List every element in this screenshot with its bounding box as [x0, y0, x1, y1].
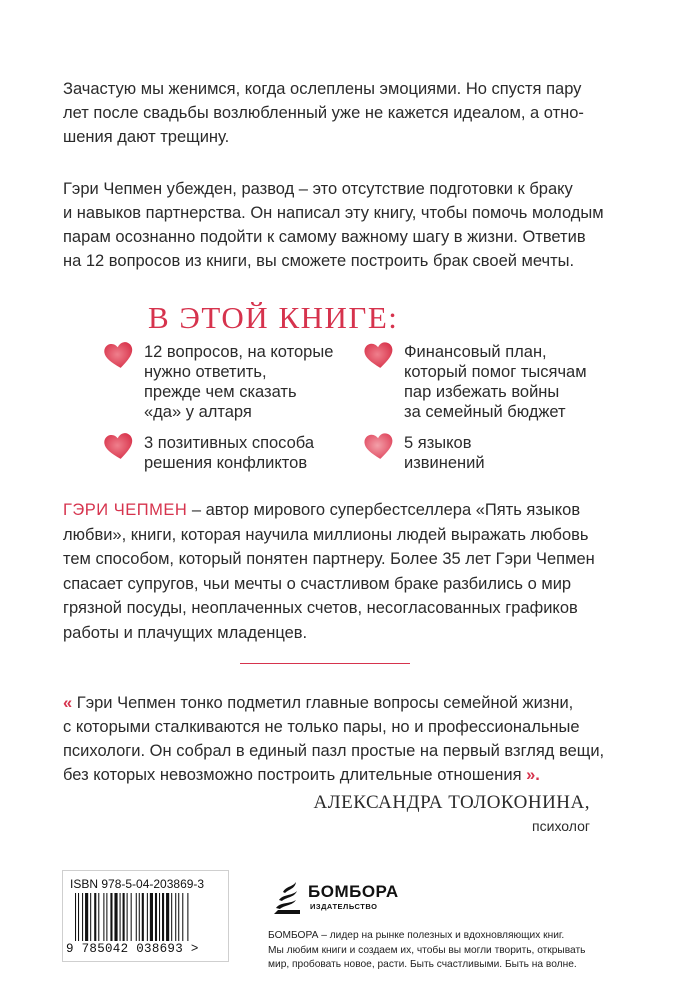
feature-text: Финансовый план, который помог тысячам пар избежать войны за семейный бюджет	[404, 343, 587, 421]
in-this-book-heading: В ЭТОЙ КНИГЕ:	[148, 300, 399, 335]
intro-paragraph-1: Зачастую мы женимся, когда ослеплены эмоциями. Но спустя пару лет после свадьбы возлюбленный уже не кажется идеалом, а отно- шения дают трещину.	[63, 80, 584, 146]
publisher-logo	[270, 880, 400, 920]
heart-icon	[364, 342, 394, 370]
barcode	[62, 870, 229, 962]
heart-icon	[104, 433, 134, 461]
isbn-label: ISBN 978-5-04-203869-3	[70, 877, 205, 891]
intro-paragraph-2: Гэри Чепмен убежден, развод – это отсутствие подготовки к браку и навыков партнерства. Он написал эту книгу, чтобы помочь молодым парам осознанно подойти к самому важному шагу в жизни. Ответив на 12 вопросов из книги, вы сможете построить брак своей мечты.	[63, 180, 604, 270]
quote-open-mark: «	[63, 694, 73, 712]
publisher-logo-name: БОМБОРА	[308, 882, 399, 901]
quote-text: Гэри Чепмен тонко подметил главные вопросы семейной жизни, с которыми сталкиваются не только пары, но и профессиональные психологи. Он собрал в единый пазл простые на первый взгляд вещи, без которых невозможно построить длительные отношения	[63, 694, 605, 784]
author-bio-text: – автор мирового супербестселлера «Пять языков любви», книги, которая научила миллионы людей выражать любовь тем способом, который понятен партнеру. Более 35 лет Гэри Чепмен спасает супругов, чьи мечты о счастливом браке разбились о мир грязной посуды, неоплаченных счетов, несогласованных графиков работы и плачущих младенцев.	[63, 501, 595, 642]
review-quote	[63, 691, 633, 787]
quote-author: АЛЕКСАНДРА ТОЛОКОНИНА,	[313, 792, 590, 813]
barcode-bars	[75, 893, 217, 941]
bombora-wave-icon	[270, 880, 304, 916]
quote-author-role: психолог	[532, 818, 590, 834]
publisher-description: БОМБОРА – лидер на рынке полезных и вдохновляющих книг. Мы любим книги и создаем их, чтобы вы могли творить, открывать мир, пробовать новое, расти. Быть счастливыми. Быть на волне.	[268, 930, 586, 970]
publisher-logo-sub: ИЗДАТЕЛЬСТВО	[310, 902, 378, 911]
feature-text: 3 позитивных способа решения конфликтов	[144, 434, 315, 472]
quote-close-mark: ».	[526, 766, 540, 784]
heart-icon	[364, 433, 394, 461]
author-bio	[63, 498, 623, 645]
barcode-digits: 9 785042 038693 >	[66, 942, 199, 956]
section-divider	[240, 663, 410, 664]
heart-icon	[104, 342, 134, 370]
feature-text: 12 вопросов, на которые нужно ответить, прежде чем сказать «да» у алтаря	[144, 343, 334, 421]
feature-text: 5 языков извинений	[404, 434, 485, 472]
author-name: ГЭРИ ЧЕПМЕН	[63, 501, 188, 519]
